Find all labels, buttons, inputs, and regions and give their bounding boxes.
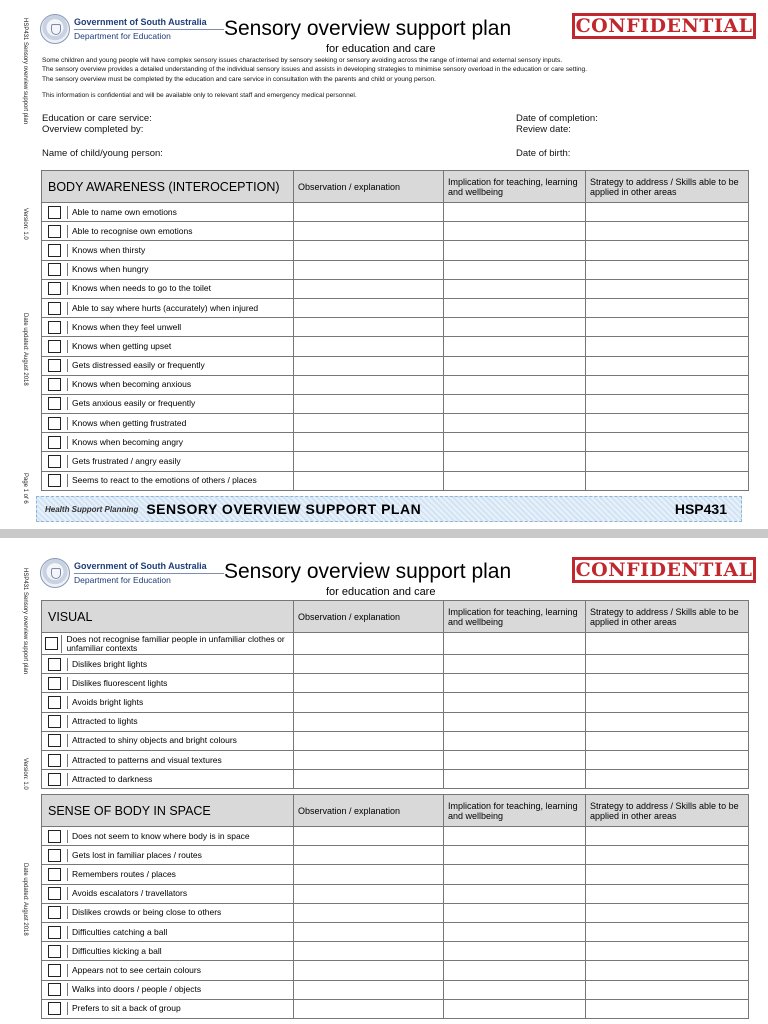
checklist-item-label: Able to recognise own emotions [72, 225, 193, 236]
confidential-stamp: CONFIDENTIAL [572, 557, 756, 583]
observation-cell[interactable] [294, 865, 444, 884]
government-name: Government of South Australia [74, 16, 207, 27]
checklist-item-label: Gets frustrated / angry easily [72, 456, 181, 467]
strategy-cell[interactable] [586, 471, 749, 490]
observation-cell[interactable] [294, 903, 444, 922]
side-page-number: Page 1 of 6 [22, 473, 28, 504]
checklist-row [42, 750, 749, 769]
observation-cell[interactable] [294, 375, 444, 394]
strategy-cell[interactable] [586, 827, 749, 846]
observation-cell[interactable] [294, 980, 444, 999]
implication-cell[interactable] [444, 712, 586, 731]
observation-cell[interactable] [294, 942, 444, 961]
observation-column-header: Observation / explanation [294, 171, 444, 203]
implication-cell[interactable] [444, 942, 586, 961]
checkbox[interactable] [48, 677, 61, 690]
observation-cell[interactable] [294, 846, 444, 865]
strategy-cell[interactable] [586, 375, 749, 394]
checklist-item-label: Remembers routes / places [72, 868, 176, 879]
strategy-cell[interactable] [586, 922, 749, 941]
checkbox[interactable] [48, 658, 61, 671]
intro-line: Some children and young people will have complex sensory issues characterised by sensory seeking or sensory avoiding across the range of internal and external sensory inputs. [42, 57, 563, 64]
date-completion-field-label: Date of completion: [516, 113, 598, 124]
checklist-item-label: Able to say where hurts (accurately) when injured [72, 302, 259, 313]
government-logo [40, 14, 224, 44]
checkbox[interactable] [48, 734, 61, 747]
intro-line: This information is confidential and will be available only to relevant staff and emergency medical personnel. [42, 91, 357, 99]
implication-cell[interactable] [444, 633, 586, 655]
observation-cell[interactable] [294, 712, 444, 731]
side-doc-title: HSP431 Sensory overview support plan [22, 18, 28, 125]
checklist-item-label: Knows when they feel unwell [72, 321, 182, 332]
implication-column-header: Implication for teaching, learning and wellbeing [444, 601, 586, 633]
checklist-row [42, 903, 749, 922]
checkbox[interactable] [48, 263, 61, 276]
implication-cell[interactable] [444, 375, 586, 394]
strategy-cell[interactable] [586, 999, 749, 1018]
side-date-updated: Date updated: August 2018 [22, 863, 28, 936]
strategy-cell[interactable] [586, 731, 749, 750]
section-title: SENSE OF BODY IN SPACE [42, 795, 294, 827]
checklist-row [42, 203, 749, 222]
checklist-row [42, 452, 749, 471]
strategy-cell[interactable] [586, 846, 749, 865]
checklist-row [42, 318, 749, 337]
observation-cell[interactable] [294, 337, 444, 356]
implication-cell[interactable] [444, 922, 586, 941]
observation-cell[interactable] [294, 674, 444, 693]
checklist-item-label: Appears not to see certain colours [72, 964, 201, 975]
strategy-cell[interactable] [586, 203, 749, 222]
checklist-item-label: Gets anxious easily or frequently [72, 398, 196, 409]
checklist-item-label: Gets distressed easily or frequently [72, 360, 205, 371]
visual-table [41, 600, 749, 789]
body-awareness-table [41, 170, 749, 491]
checklist-item-label: Knows when hungry [72, 264, 149, 275]
checkbox[interactable] [48, 754, 61, 767]
checkbox[interactable] [48, 206, 61, 219]
checklist-item-label: Knows when needs to go to the toilet [72, 283, 211, 294]
checkbox[interactable] [48, 696, 61, 709]
checklist-item-label: Does not seem to know where body is in space [72, 830, 250, 841]
checkbox[interactable] [48, 282, 61, 295]
implication-cell[interactable] [444, 731, 586, 750]
observation-cell[interactable] [294, 999, 444, 1018]
checklist-row [42, 922, 749, 941]
implication-cell[interactable] [444, 433, 586, 452]
checkbox[interactable] [48, 906, 61, 919]
checklist-row [42, 222, 749, 241]
observation-cell[interactable] [294, 260, 444, 279]
implication-cell[interactable] [444, 394, 586, 413]
observation-cell[interactable] [294, 961, 444, 980]
implication-cell[interactable] [444, 222, 586, 241]
checklist-item-label: Knows when becoming anxious [72, 379, 192, 390]
side-version: Version: 1.0 [22, 208, 28, 240]
checklist-item-label: Dislikes fluorescent lights [72, 677, 168, 688]
strategy-cell[interactable] [586, 693, 749, 712]
implication-cell[interactable] [444, 260, 586, 279]
strategy-cell[interactable] [586, 961, 749, 980]
implication-cell[interactable] [444, 318, 586, 337]
section-title: VISUAL [42, 601, 294, 633]
checklist-row [42, 846, 749, 865]
strategy-cell[interactable] [586, 884, 749, 903]
observation-cell[interactable] [294, 471, 444, 490]
observation-cell[interactable] [294, 750, 444, 769]
implication-cell[interactable] [444, 770, 586, 789]
checklist-item-label: Difficulties kicking a ball [72, 945, 162, 956]
checklist-item-label: Attracted to patterns and visual textures [72, 754, 222, 765]
checkbox[interactable] [48, 455, 61, 468]
checklist-item-label: Knows when thirsty [72, 244, 146, 255]
strategy-cell[interactable] [586, 903, 749, 922]
implication-cell[interactable] [444, 655, 586, 674]
checklist-row [42, 961, 749, 980]
observation-cell[interactable] [294, 298, 444, 317]
observation-cell[interactable] [294, 356, 444, 375]
page-footer [36, 496, 742, 522]
checklist-item-label: Knows when becoming angry [72, 436, 184, 447]
checklist-row [42, 865, 749, 884]
page-subtitle: for education and care [326, 43, 436, 55]
strategy-cell[interactable] [586, 712, 749, 731]
observation-cell[interactable] [294, 433, 444, 452]
checklist-item-label: Difficulties catching a ball [72, 926, 168, 937]
checklist-row [42, 260, 749, 279]
service-field-label: Education or care service: [42, 113, 152, 124]
checklist-row [42, 674, 749, 693]
strategy-column-header: Strategy to address / Skills able to be applied in other areas [586, 795, 749, 827]
side-version: Version: 1.0 [22, 758, 28, 790]
observation-cell[interactable] [294, 452, 444, 471]
body-in-space-table [41, 794, 749, 1019]
checkbox[interactable] [48, 397, 61, 410]
department-name: Department for Education [74, 30, 171, 41]
checklist-item-label: Prefers to sit a back of group [72, 1003, 181, 1014]
checklist-row [42, 655, 749, 674]
strategy-cell[interactable] [586, 980, 749, 999]
side-doc-title: HSP431 Sensory overview support plan [22, 568, 28, 675]
strategy-cell[interactable] [586, 433, 749, 452]
side-date-updated: Date updated: August 2018 [22, 313, 28, 386]
implication-cell[interactable] [444, 865, 586, 884]
completed-by-field-label: Overview completed by: [42, 124, 144, 135]
government-name: Government of South Australia [74, 560, 207, 571]
observation-column-header: Observation / explanation [294, 601, 444, 633]
implication-cell[interactable] [444, 827, 586, 846]
implication-cell[interactable] [444, 999, 586, 1018]
checklist-row [42, 471, 749, 490]
section-title: BODY AWARENESS (INTEROCEPTION) [42, 171, 294, 203]
child-name-field-label: Name of child/young person: [42, 148, 163, 159]
observation-cell[interactable] [294, 394, 444, 413]
observation-cell[interactable] [294, 731, 444, 750]
implication-column-header: Implication for teaching, learning and wellbeing [444, 795, 586, 827]
checkbox[interactable] [48, 474, 61, 487]
footer-title: SENSORY OVERVIEW SUPPORT PLAN [146, 501, 422, 517]
checklist-item-label: Dislikes crowds or being close to others [72, 907, 222, 918]
checklist-row [42, 827, 749, 846]
page-subtitle: for education and care [326, 586, 436, 598]
strategy-cell[interactable] [586, 942, 749, 961]
checklist-item-label: Attracted to lights [72, 716, 138, 727]
checkbox[interactable] [48, 983, 61, 996]
strategy-cell[interactable] [586, 394, 749, 413]
page-title: Sensory overview support plan [224, 560, 512, 583]
strategy-cell[interactable] [586, 770, 749, 789]
checklist-row [42, 279, 749, 298]
implication-cell[interactable] [444, 452, 586, 471]
observation-cell[interactable] [294, 279, 444, 298]
checkbox[interactable] [48, 830, 61, 843]
checklist-row [42, 298, 749, 317]
checklist-row [42, 942, 749, 961]
checklist-row [42, 693, 749, 712]
implication-cell[interactable] [444, 846, 586, 865]
checkbox[interactable] [48, 715, 61, 728]
government-logo [40, 558, 224, 588]
intro-line: The sensory overview must be completed by the education and care service in consultation with the parents and child or young person. [42, 75, 437, 83]
strategy-cell[interactable] [586, 222, 749, 241]
strategy-column-header: Strategy to address / Skills able to be applied in other areas [586, 601, 749, 633]
implication-cell[interactable] [444, 241, 586, 260]
checkbox[interactable] [48, 340, 61, 353]
checkbox[interactable] [48, 417, 61, 430]
implication-cell[interactable] [444, 903, 586, 922]
observation-cell[interactable] [294, 922, 444, 941]
checklist-row [42, 712, 749, 731]
observation-cell[interactable] [294, 884, 444, 903]
checkbox[interactable] [48, 964, 61, 977]
checkbox[interactable] [48, 359, 61, 372]
observation-cell[interactable] [294, 693, 444, 712]
side-margin-text [8, 568, 28, 1024]
date-of-birth-field-label: Date of birth: [516, 148, 571, 159]
checklist-row [42, 394, 749, 413]
strategy-cell[interactable] [586, 750, 749, 769]
checklist-item-label: Avoids bright lights [72, 696, 144, 707]
department-name: Department for Education [74, 574, 171, 585]
implication-cell[interactable] [444, 961, 586, 980]
strategy-column-header: Strategy to address / Skills able to be applied in other areas [586, 171, 749, 203]
observation-cell[interactable] [294, 633, 444, 655]
checkbox[interactable] [48, 849, 61, 862]
checklist-item-label: Attracted to darkness [72, 773, 153, 784]
checklist-row [42, 999, 749, 1018]
checklist-row [42, 337, 749, 356]
strategy-cell[interactable] [586, 318, 749, 337]
strategy-cell[interactable] [586, 260, 749, 279]
strategy-cell[interactable] [586, 356, 749, 375]
checklist-item-label: Knows when getting upset [72, 340, 172, 351]
state-seal-icon [40, 14, 70, 44]
strategy-cell[interactable] [586, 452, 749, 471]
state-seal-icon [40, 558, 70, 588]
strategy-cell[interactable] [586, 674, 749, 693]
checklist-row [42, 633, 749, 655]
implication-cell[interactable] [444, 980, 586, 999]
checklist-row [42, 770, 749, 789]
checklist-item-label: Avoids escalators / travellators [72, 888, 188, 899]
checklist-item-label: Does not recognise familiar people in unfamiliar clothes or unfamiliar contexts [66, 633, 285, 653]
checklist-row [42, 433, 749, 452]
checkbox[interactable] [48, 378, 61, 391]
document-page-2 [0, 538, 768, 1024]
checklist-item-label: Attracted to shiny objects and bright colours [72, 735, 237, 746]
checkbox[interactable] [48, 773, 61, 786]
strategy-cell[interactable] [586, 279, 749, 298]
checklist-item-label: Dislikes bright lights [72, 658, 148, 669]
review-date-field-label: Review date: [516, 124, 571, 135]
observation-cell[interactable] [294, 827, 444, 846]
confidential-stamp: CONFIDENTIAL [572, 13, 756, 39]
observation-cell[interactable] [294, 203, 444, 222]
footer-label: Health Support Planning [45, 504, 139, 514]
checkbox[interactable] [45, 637, 58, 650]
checklist-row [42, 241, 749, 260]
checklist-item-label: Knows when getting frustrated [72, 417, 187, 428]
side-margin-text [8, 18, 28, 518]
strategy-cell[interactable] [586, 865, 749, 884]
intro-line: The sensory overview provides a detailed understanding of the individual sensory issues and assists in developing strategies to minimise sensory overload in the education or care setting. [42, 66, 588, 74]
implication-cell[interactable] [444, 471, 586, 490]
checkbox[interactable] [48, 244, 61, 257]
implication-cell[interactable] [444, 674, 586, 693]
observation-cell[interactable] [294, 414, 444, 433]
observation-cell[interactable] [294, 318, 444, 337]
implication-cell[interactable] [444, 298, 586, 317]
checklist-item-label: Seems to react to the emotions of others / places [72, 475, 257, 486]
checklist-row [42, 414, 749, 433]
observation-cell[interactable] [294, 655, 444, 674]
checklist-item-label: Gets lost in familiar places / routes [72, 849, 202, 860]
strategy-cell[interactable] [586, 298, 749, 317]
checkbox[interactable] [48, 926, 61, 939]
strategy-cell[interactable] [586, 633, 749, 655]
implication-cell[interactable] [444, 337, 586, 356]
implication-cell[interactable] [444, 203, 586, 222]
implication-cell[interactable] [444, 693, 586, 712]
footer-code: HSP431 [674, 501, 727, 517]
implication-cell[interactable] [444, 356, 586, 375]
implication-cell[interactable] [444, 884, 586, 903]
observation-cell[interactable] [294, 770, 444, 789]
page-title: Sensory overview support plan [224, 17, 512, 40]
implication-column-header: Implication for teaching, learning and wellbeing [444, 171, 586, 203]
checkbox[interactable] [48, 1002, 61, 1015]
implication-cell[interactable] [444, 414, 586, 433]
implication-cell[interactable] [444, 279, 586, 298]
checkbox[interactable] [48, 321, 61, 334]
observation-cell[interactable] [294, 222, 444, 241]
checkbox[interactable] [48, 302, 61, 315]
checkbox[interactable] [48, 887, 61, 900]
observation-cell[interactable] [294, 241, 444, 260]
strategy-cell[interactable] [586, 655, 749, 674]
checklist-item-label: Walks into doors / people / objects [72, 984, 202, 995]
checklist-item-label: Able to name own emotions [72, 206, 177, 217]
strategy-cell[interactable] [586, 241, 749, 260]
strategy-cell[interactable] [586, 414, 749, 433]
implication-cell[interactable] [444, 750, 586, 769]
checkbox[interactable] [48, 225, 61, 238]
checklist-row [42, 375, 749, 394]
checkbox[interactable] [48, 436, 61, 449]
checklist-row [42, 884, 749, 903]
observation-column-header: Observation / explanation [294, 795, 444, 827]
strategy-cell[interactable] [586, 337, 749, 356]
checklist-row [42, 731, 749, 750]
intro-text [42, 56, 748, 100]
checkbox[interactable] [48, 945, 61, 958]
checklist-row [42, 356, 749, 375]
checklist-row [42, 980, 749, 999]
checkbox[interactable] [48, 868, 61, 881]
